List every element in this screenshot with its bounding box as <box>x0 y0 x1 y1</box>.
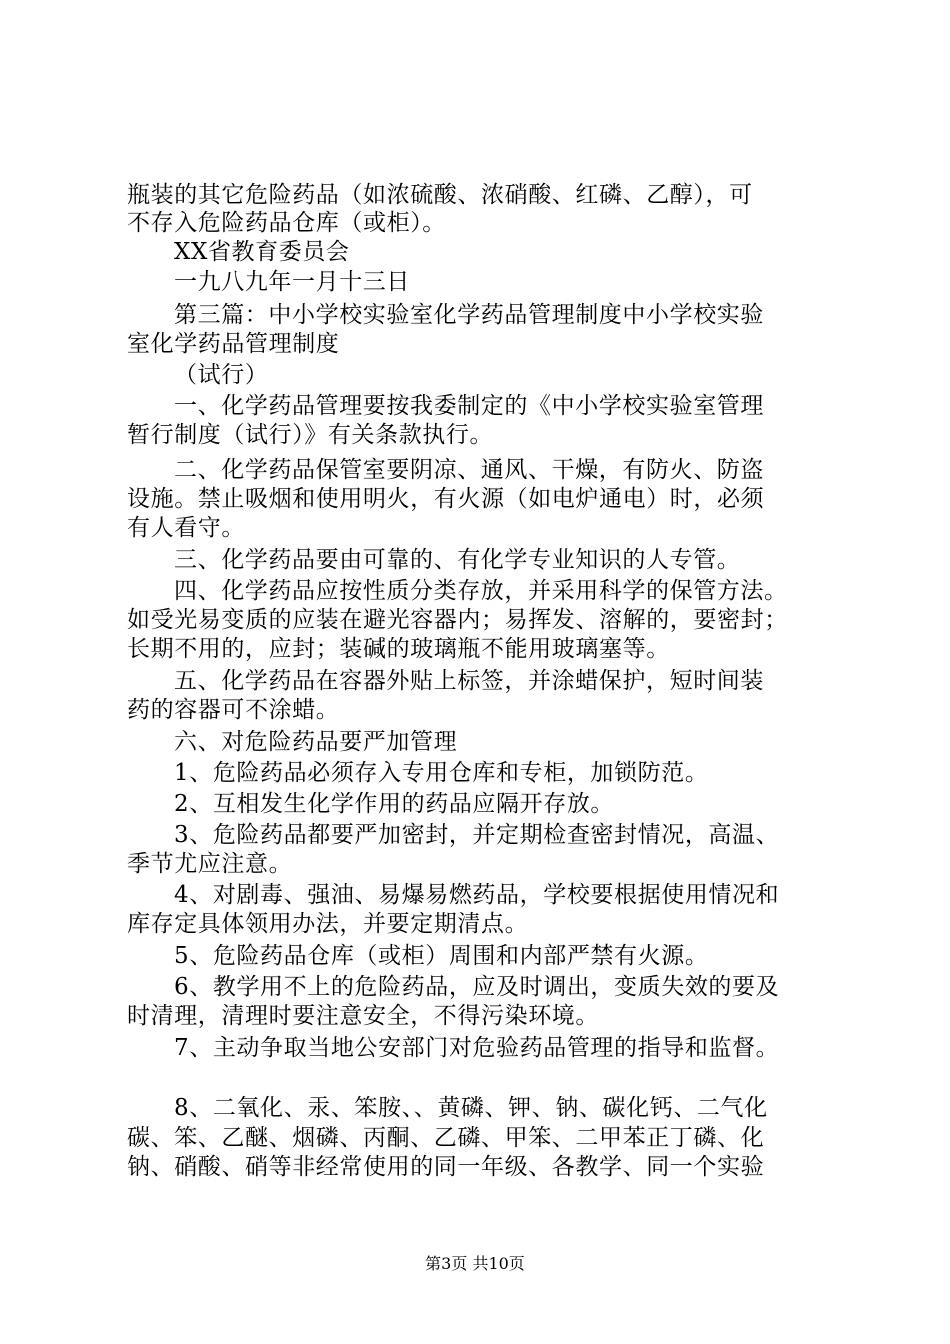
text-line: （试行） <box>174 362 269 388</box>
text-line: 季节尤应注意。 <box>127 851 293 877</box>
text-line: 设施。禁止吸烟和使用明火，有火源（如电炉通电）时，必须 <box>127 486 765 512</box>
text-line: 8、二氧化、汞、笨胺、、黄磷、钾、钠、碳化钙、二气化 <box>174 1095 768 1121</box>
text-line: 暂行制度（试行）》有关条款执行。 <box>127 422 494 448</box>
text-line: 有人看守。 <box>127 515 245 541</box>
text-line: 如受光易变质的应装在避光容器内；易挥发、溶解的，要密封； <box>127 607 788 633</box>
text-line: 三、化学药品要由可靠的、有化学专业知识的人专管。 <box>174 547 741 573</box>
text-line: 时清理，清理时要注意安全，不得污染环境。 <box>127 1003 599 1029</box>
text-line: 4、对剧毒、强油、易爆易燃药品，学校要根据使用情况和 <box>174 882 780 908</box>
text-line: 碳、笨、乙醚、烟磷、丙酮、乙磷、甲笨、二甲苯正丁磷、化 <box>127 1125 765 1151</box>
page-number-footer: 第3页 共10页 <box>425 1254 525 1273</box>
text-line: 六、对危险药品要严加管理 <box>174 729 458 755</box>
text-line: 6、教学用不上的危险药品，应及时调出，变质失效的要及 <box>174 974 780 1000</box>
text-line: 一九八九年一月十三日 <box>174 269 410 295</box>
text-line: 2、互相发生化学作用的药品应隔开存放。 <box>174 791 615 817</box>
text-line: 长期不用的，应封；装碱的玻璃瓶不能用玻璃塞等。 <box>127 636 670 662</box>
text-line: 1、危险药品必须存入专用仓库和专柜，加锁防范。 <box>174 760 709 786</box>
text-line: 3、危险药品都要严加密封，并定期检查密封情况，高温、 <box>174 822 780 848</box>
text-line: 不存入危险药品仓库（或柜）。 <box>127 210 446 236</box>
section-heading: 第三篇：中小学校实验室化学药品管理制度中小学校实验 <box>174 302 764 328</box>
text-line: 5、危险药品仓库（或柜）周围和内部严禁有火源。 <box>174 943 709 969</box>
text-line: 药的容器可不涂蜡。 <box>127 697 340 723</box>
text-line: 钠、硝酸、硝等非经常使用的同一年级、各教学、同一个实验 <box>127 1154 765 1180</box>
text-line: 库存定具体领用办法，并要定期清点。 <box>127 911 529 937</box>
text-line: 瓶装的其它危险药品（如浓硫酸、浓硝酸、红磷、乙醇），可 <box>127 182 753 208</box>
text-line: 一、化学药品管理要按我委制定的《中小学校实验室管理 <box>174 393 764 419</box>
text-line: 五、化学药品在容器外贴上标签，并涂蜡保护，短时间装 <box>174 668 764 694</box>
text-line: 二、化学药品保管室要阴凉、通风、干燥，有防火、防盗 <box>174 457 764 483</box>
section-heading: 室化学药品管理制度 <box>127 331 340 357</box>
text-line: XX省教育委员会 <box>174 239 350 265</box>
text-line: 7、主动争取当地公安部门对危验药品管理的指导和监督。 <box>174 1035 780 1061</box>
text-line: 四、化学药品应按性质分类存放，并采用科学的保管方法。 <box>174 578 788 604</box>
